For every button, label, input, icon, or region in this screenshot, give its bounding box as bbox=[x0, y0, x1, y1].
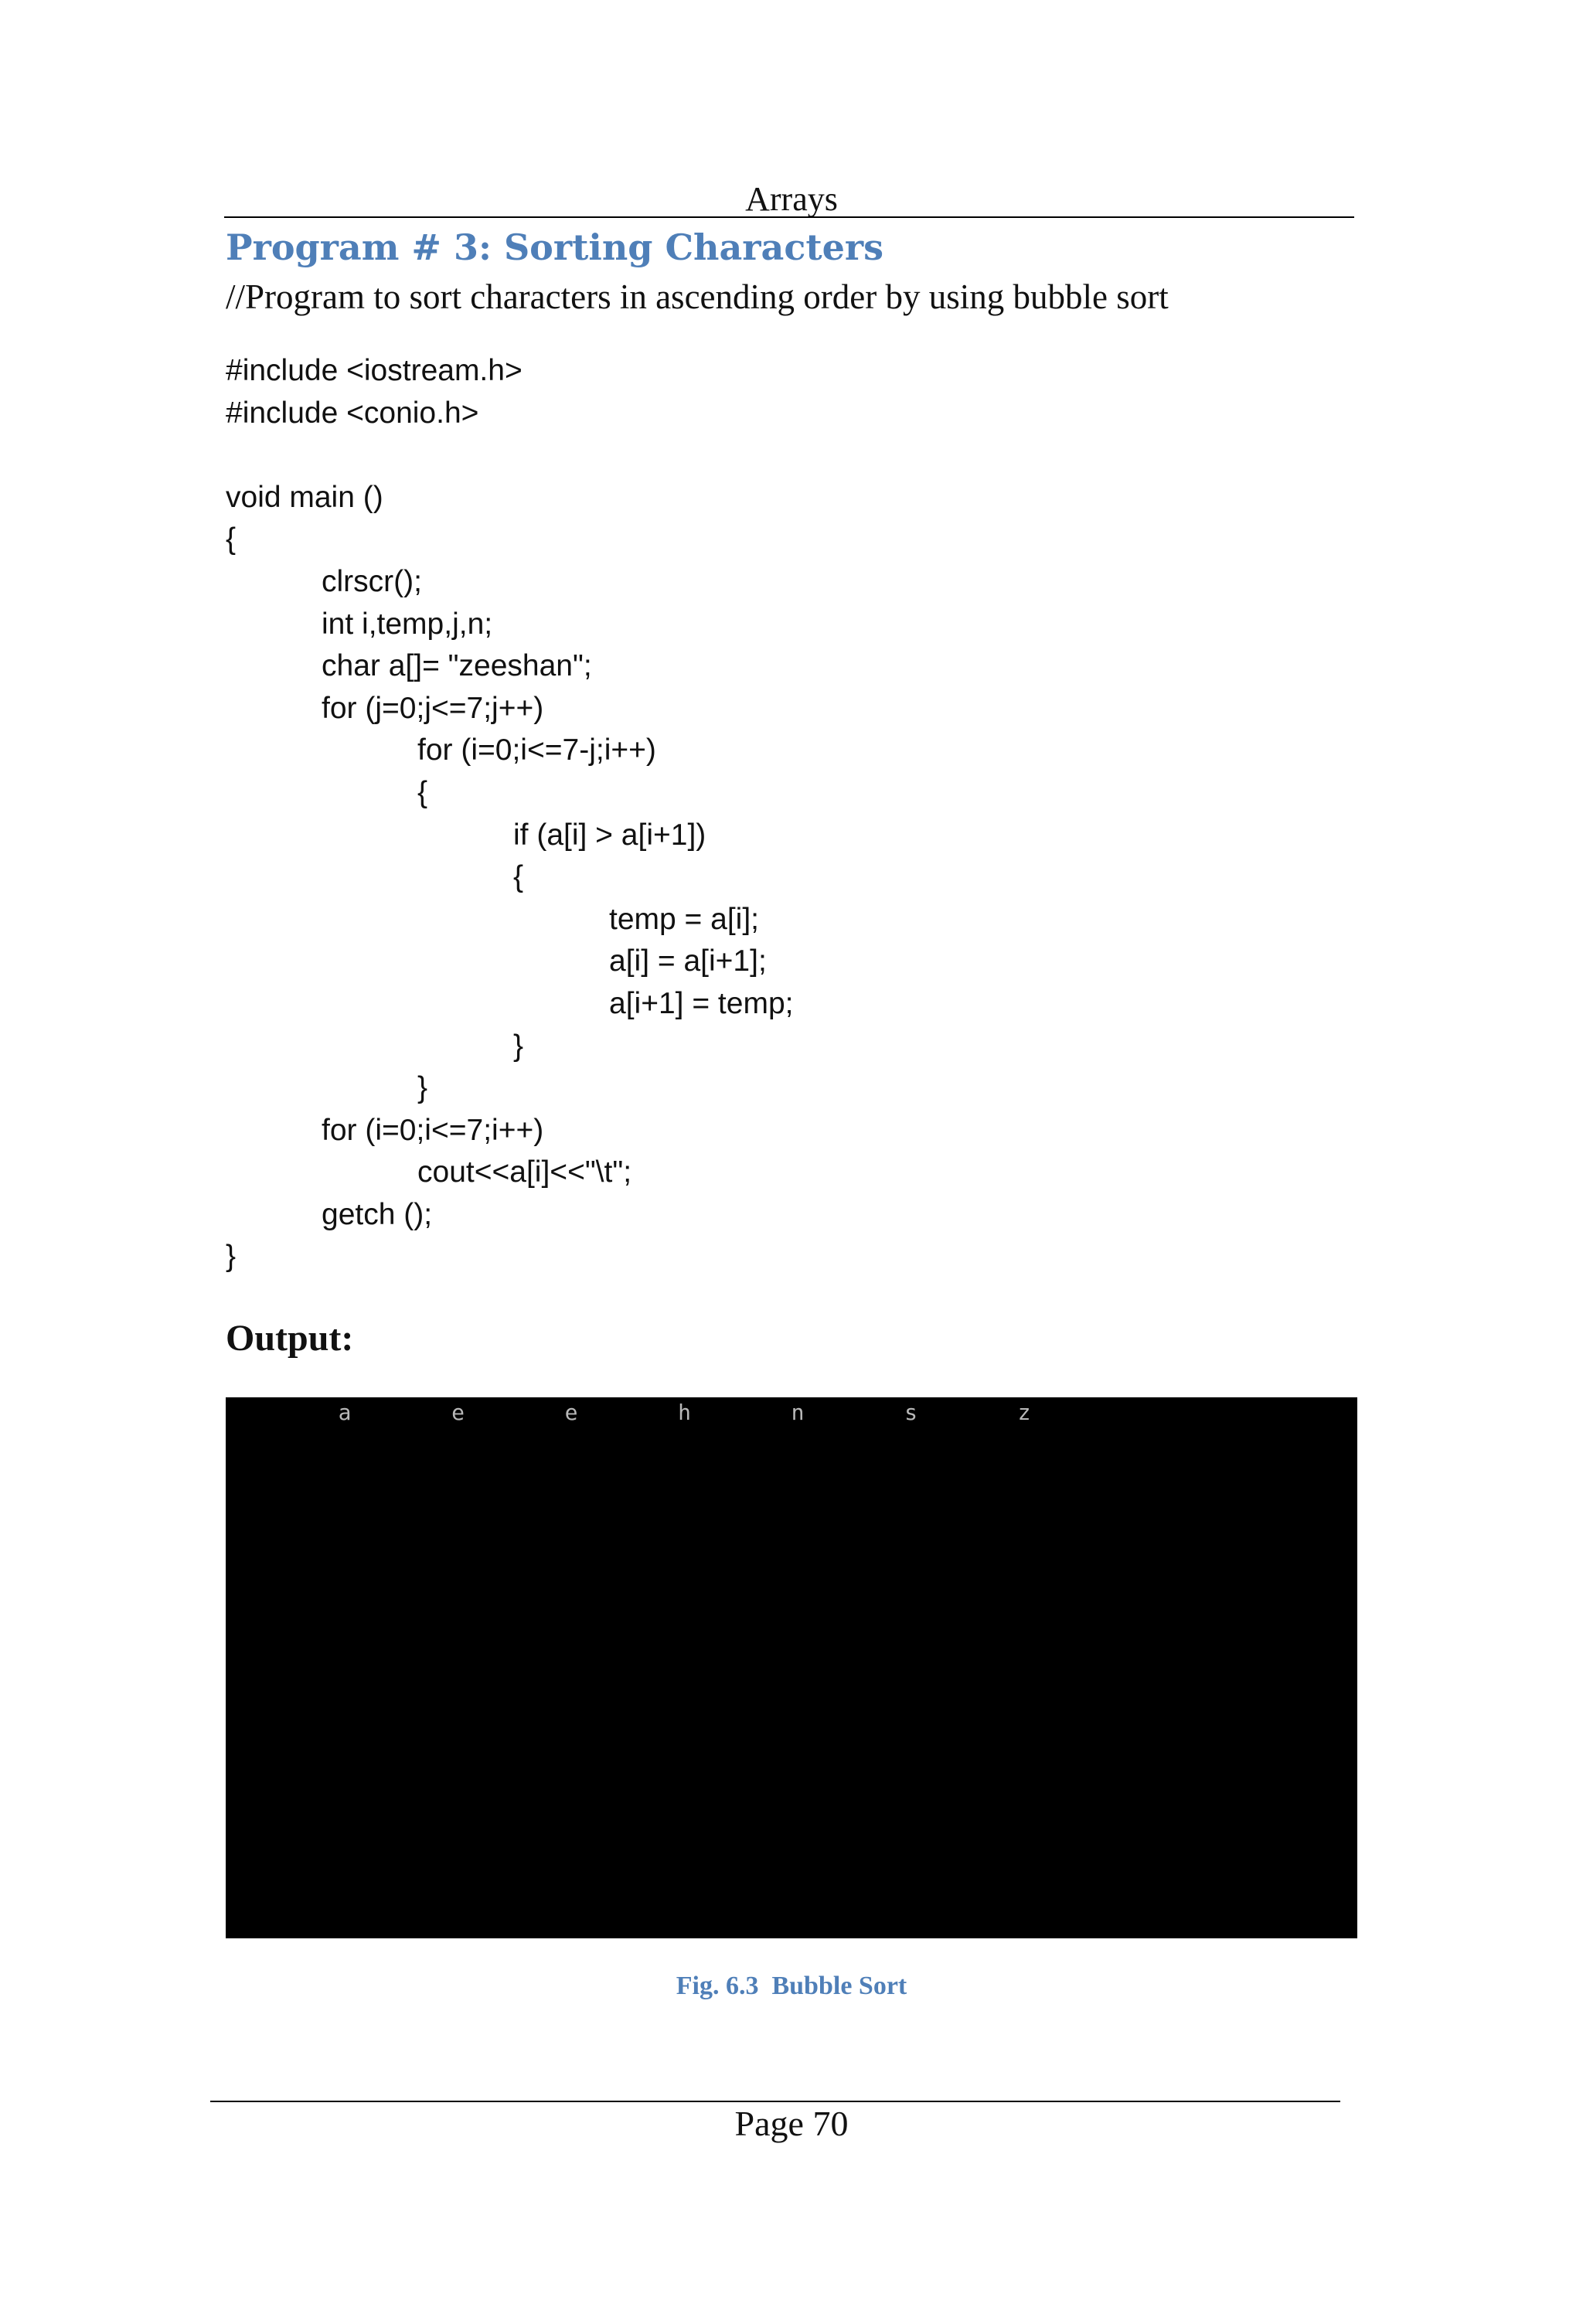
header-rule bbox=[224, 216, 1354, 218]
code-line: for (j=0;j<=7;j++) bbox=[322, 691, 544, 725]
console-output-char: h bbox=[678, 1400, 691, 1425]
code-line: } bbox=[513, 1029, 524, 1063]
code-line: temp = a[i]; bbox=[609, 902, 760, 936]
console-output-window bbox=[226, 1397, 1357, 1938]
code-line: clrscr(); bbox=[322, 564, 422, 598]
code-line: { bbox=[226, 522, 237, 556]
console-output-char: a bbox=[338, 1400, 352, 1425]
page-number: Page 70 bbox=[734, 2104, 849, 2143]
console-output-char: e bbox=[451, 1400, 465, 1425]
code-line: a[i+1] = temp; bbox=[609, 986, 794, 1020]
running-header-title: Arrays bbox=[745, 180, 838, 218]
code-line: { bbox=[417, 775, 428, 809]
code-line: char a[]= "zeeshan"; bbox=[322, 649, 592, 683]
program-description-comment: //Program to sort characters in ascending order by using bubble sort bbox=[226, 277, 1169, 316]
code-line: a[i] = a[i+1]; bbox=[609, 944, 767, 978]
console-output-char: n bbox=[791, 1400, 805, 1425]
code-line: getch (); bbox=[322, 1197, 433, 1231]
program-heading: Program # 3: Sorting Characters bbox=[226, 226, 883, 268]
code-line: if (a[i] > a[i+1]) bbox=[513, 818, 706, 852]
console-output-char: z bbox=[1017, 1400, 1031, 1425]
figure-caption: Fig. 6.3 Bubble Sort bbox=[676, 1972, 907, 2000]
code-line: for (i=0;i<=7;i++) bbox=[322, 1113, 544, 1147]
code-line: } bbox=[417, 1071, 428, 1105]
console-output-char: e bbox=[564, 1400, 578, 1425]
code-line: int i,temp,j,n; bbox=[322, 607, 493, 641]
console-output-char: s bbox=[904, 1400, 917, 1425]
code-line bbox=[226, 434, 1354, 477]
code-line: cout<<a[i]<<"\t"; bbox=[417, 1155, 632, 1189]
code-line: #include <conio.h> bbox=[226, 396, 479, 430]
code-line: } bbox=[226, 1240, 237, 1274]
output-heading: Output: bbox=[226, 1318, 354, 1359]
code-listing bbox=[226, 350, 1354, 1278]
code-line: #include <iostream.h> bbox=[226, 354, 523, 387]
code-line: void main () bbox=[226, 480, 383, 514]
code-line: { bbox=[513, 860, 524, 894]
code-line: for (i=0;i<=7-j;i++) bbox=[417, 733, 656, 767]
